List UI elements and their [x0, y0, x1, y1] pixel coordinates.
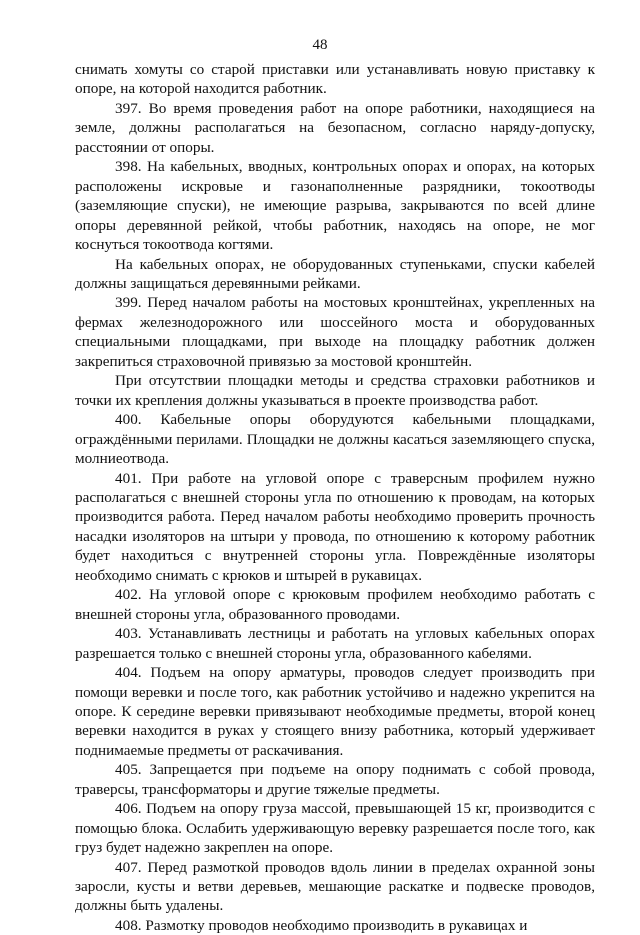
paragraph-continuation: снимать хомуты со старой приставки или устанавливать новую приставку к опоре, на которой находится работник.: [75, 61, 595, 98]
paragraph-400: 400. Кабельные опоры оборудуются кабельными площадками, ограждёнными перилами. Площадки не должны касаться заземляющего спуска, молниеотвода.: [75, 411, 595, 468]
paragraph-407: 407. Перед размоткой проводов вдоль линии в пределах охранной зоны заросли, кусты и ветви деревьев, мешающие раскатке и подвеске проводов, должны быть удалены.: [75, 858, 595, 915]
page-number: 48: [312, 37, 328, 53]
paragraph-402: 402. На угловой опоре с крюковым профилем необходимо работать с внешней стороны угла, образованного проводами.: [75, 586, 595, 623]
paragraph-399: 399. Перед началом работы на мостовых кронштейнах, укрепленных на фермах железнодорожного или шоссейного моста и оборудованных специальными площадками, при выходе на площадку работник должен закрепиться страховочной привязью за мостовой кронштейн.: [75, 294, 595, 370]
body-text: [75, 60, 595, 935]
paragraph-398: 398. На кабельных, вводных, контрольных опорах и опорах, на которых расположены искровые и газонаполненные разрядники, токоотводы (заземляющие спуски), не имеющие разрыва, закрываются по всей длине опоры деревянной рейкой, чтобы работник, находясь на опоре, не мог коснуться токоотвода когтями.: [75, 158, 595, 254]
paragraph-399-no-platform: При отсутствии площадки методы и средства страховки работников и точки их крепления должны указываться в проекте производства работ.: [75, 372, 595, 409]
paragraph-408: 408. Размотку проводов необходимо производить в рукавицах и: [115, 916, 528, 934]
paragraph-405: 405. Запрещается при подъеме на опору поднимать с собой провода, траверсы, трансформаторы и другие тяжелые предметы.: [75, 761, 595, 798]
paragraph-397: 397. Во время проведения работ на опоре работники, находящиеся на земле, должны располагаться на безопасном, согласно наряду-допуску, расстоянии от опоры.: [75, 99, 595, 156]
paragraph-401: 401. При работе на угловой опоре с траверсным профилем нужно располагаться с внешней стороны угла по отношению к проводам, на которых производится работа. Перед началом работы необходимо проверить прочность насадки изоляторов на штыри у провода, по отношению к которому работник будет находиться с внутренней стороны угла. Повреждённые изоляторы необходимо снимать с крюков и штырей в рукавицах.: [75, 469, 595, 584]
paragraph-406: 406. Подъем на опору груза массой, превышающей 15 кг, производится с помощью блока. Ослабить удерживающую веревку разрешается после того, как груз будет надежно закреплен на опоре.: [75, 800, 595, 857]
paragraph-398-cables: На кабельных опорах, не оборудованных ступеньками, спуски кабелей должны защищаться деревянными рейками.: [75, 255, 595, 292]
paragraph-404: 404. Подъем на опору арматуры, проводов следует производить при помощи веревки и после того, как работник устойчиво и надежно укрепится на опоре. К середине веревки привязывают необходимые предметы, второй конец веревки находится в руках у стоящего внизу работника, который удерживает поднимаемые предметы от раскачивания.: [75, 664, 595, 759]
paragraph-403: 403. Устанавливать лестницы и работать на угловых кабельных опорах разрешается только с внешней стороны угла, образованного кабелями.: [75, 625, 595, 662]
